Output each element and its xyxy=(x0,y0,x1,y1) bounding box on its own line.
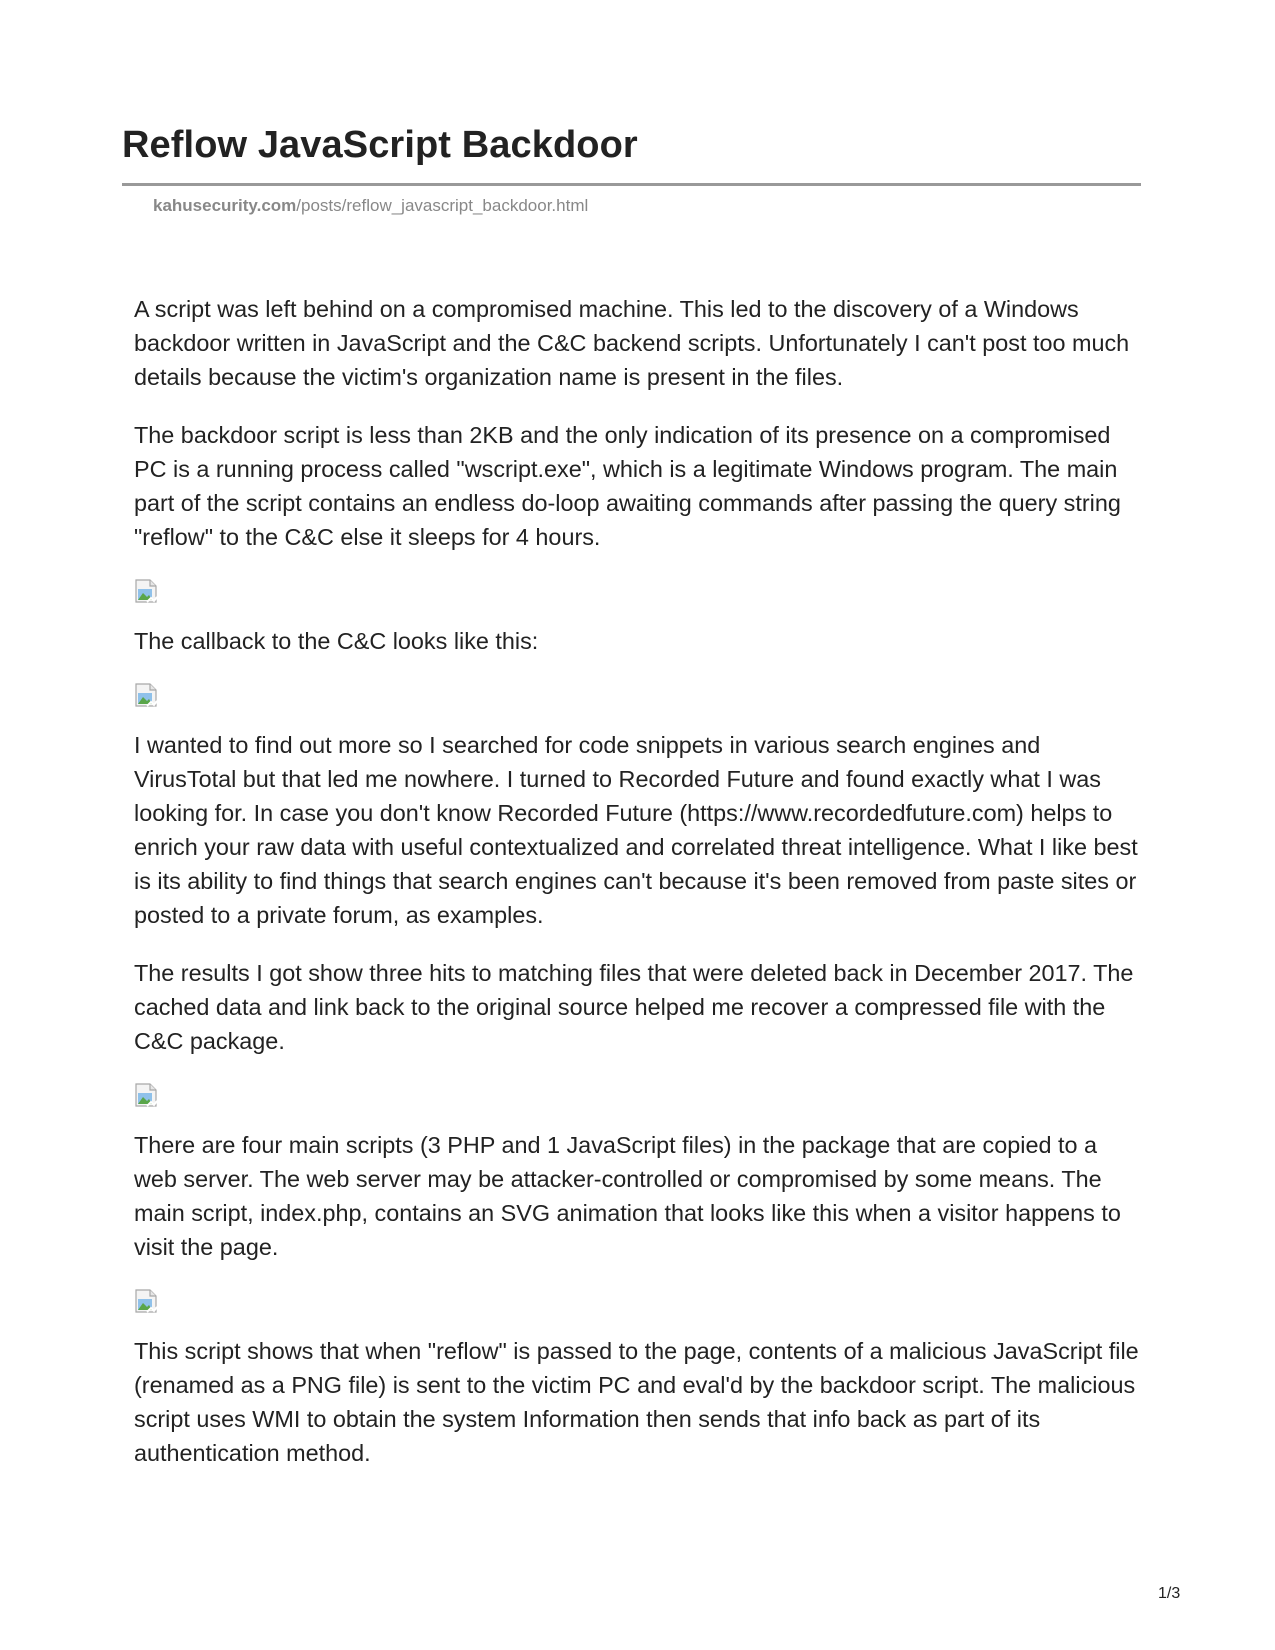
title-divider xyxy=(122,183,1141,186)
paragraph-5: The results I got show three hits to matching files that were deleted back in December 2017. The cached data and link back to the original source helped me recover a compressed file with the C&C package. xyxy=(134,960,1134,1054)
paragraph-7: This script shows that when "reflow" is passed to the page, contents of a malicious JavaScript file (renamed as a PNG file) is sent to the victim PC and eval'd by the backdoor script. The malicious script uses WMI to obtain the system Information then sends that info back as part of its authentication method. xyxy=(134,1338,1139,1466)
broken-image-icon xyxy=(134,578,160,604)
broken-image-icon xyxy=(134,1288,160,1314)
source-domain: kahusecurity.com xyxy=(153,196,297,215)
paragraph-1: A script was left behind on a compromised machine. This led to the discovery of a Windows backdoor written in JavaScript and the C&C backend scripts. Unfortunately I can't post too much details because the victim's organization name is present in the files. xyxy=(134,296,1130,390)
paragraph-4: I wanted to find out more so I searched for code snippets in various search engines and VirusTotal but that led me nowhere. I turned to Recorded Future and found exactly what I was looking for. In case you don't know Recorded Future (https://www.recordedfuture.com) helps to enrich your raw data with useful contextualized and correlated threat intelligence. What I like best is its ability to find things that search engines can't because it's been removed from paste sites or posted to a private forum, as examples. xyxy=(134,732,1138,928)
source-path: /posts/reflow_javascript_backdoor.html xyxy=(296,196,589,215)
page-number: 1/3 xyxy=(1158,1585,1181,1602)
paragraph-6: There are four main scripts (3 PHP and 1 JavaScript files) in the package that are copied to a web server. The web server may be attacker-controlled or compromised by some means. The main script, index.php, contains an SVG animation that looks like this when a visitor happens to visit the page. xyxy=(134,1132,1121,1260)
paragraph-2: The backdoor script is less than 2KB and the only indication of its presence on a compromised PC is a running process called "wscript.exe", which is a legitimate Windows program. The main part of the script contains an endless do-loop awaiting commands after passing the query string "reflow" to the C&C else it sleeps for 4 hours. xyxy=(134,422,1121,550)
source-url[interactable] xyxy=(153,196,588,216)
page-title: Reflow JavaScript Backdoor xyxy=(122,124,638,166)
broken-image-icon xyxy=(134,682,160,708)
paragraph-3: The callback to the C&C looks like this: xyxy=(134,628,539,654)
article-body xyxy=(134,292,1144,1494)
broken-image-icon xyxy=(134,1082,160,1108)
